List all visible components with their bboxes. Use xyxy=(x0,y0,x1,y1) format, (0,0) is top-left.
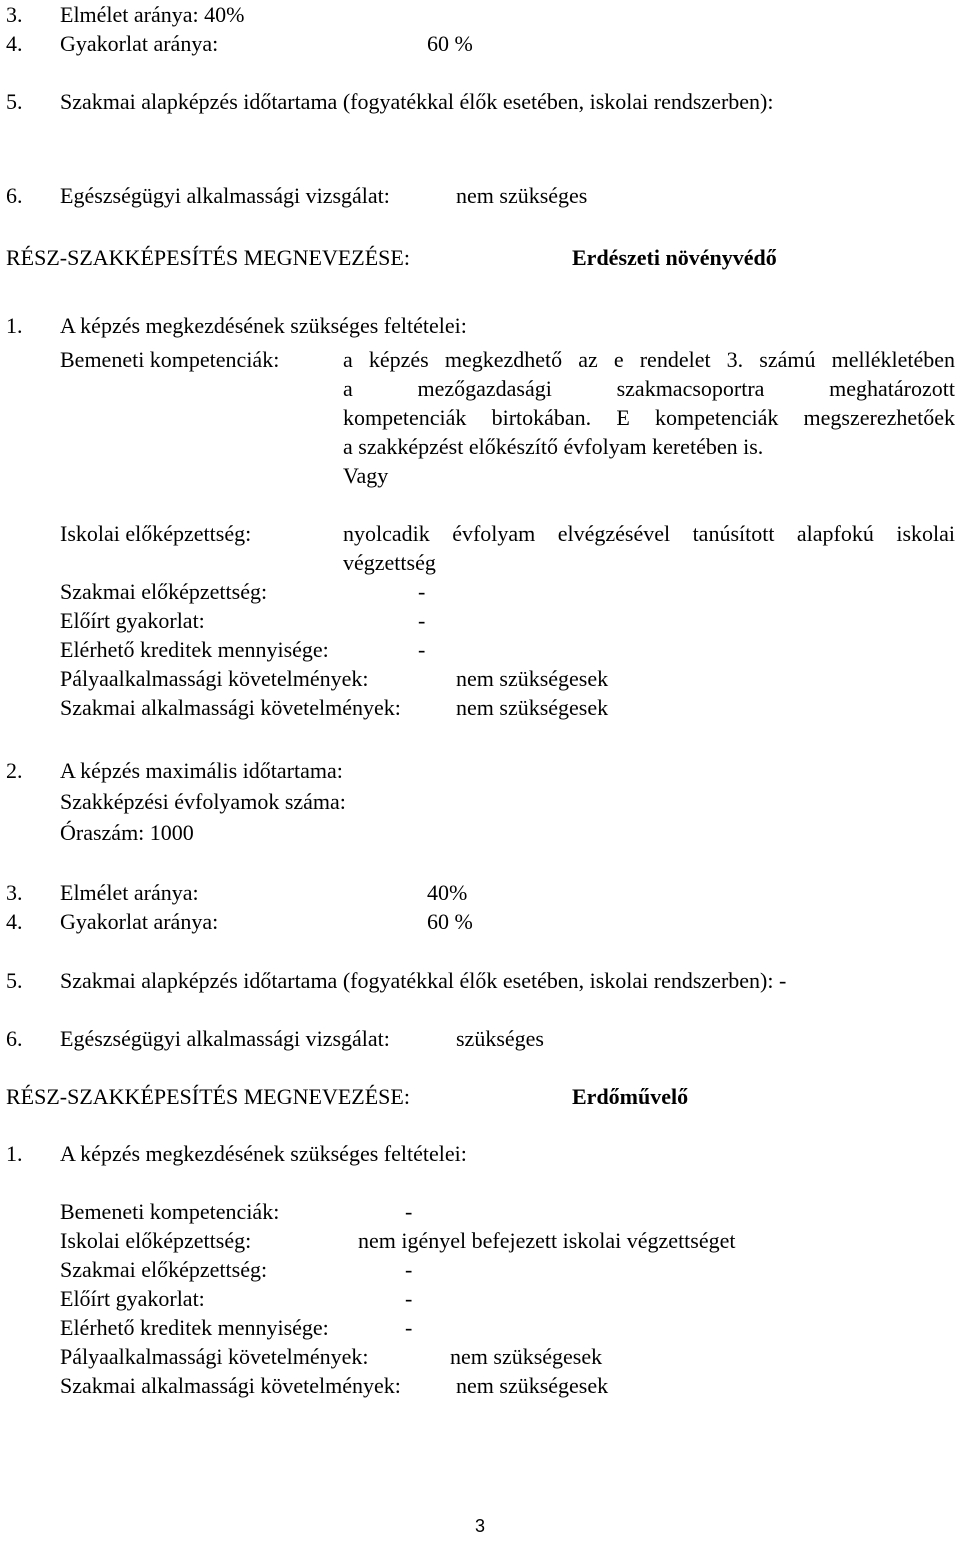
kreditek-label: Elérhető kreditek mennyisége: xyxy=(60,637,329,662)
item-number: 1. xyxy=(6,1141,23,1166)
eloirt-gyakorlat-value: - xyxy=(405,1286,413,1311)
conditions-heading: A képzés megkezdésének szükséges feltételei: xyxy=(60,1141,467,1166)
section-heading: RÉSZ-SZAKKÉPESÍTÉS MEGNEVEZÉSE: xyxy=(6,245,410,270)
iskolai-line: nyolcadik évfolyam elvégzésével tanúsított alapfokú iskolai xyxy=(343,521,955,546)
kreditek-value: - xyxy=(405,1315,413,1340)
eloirt-gyakorlat-value: - xyxy=(418,608,426,633)
item-number: 4. xyxy=(6,909,23,934)
elmelet-label: Elmélet aránya: xyxy=(60,880,199,905)
egeszsegugyi-value: nem szükséges xyxy=(456,183,588,208)
bemeneti-label: Bemeneti kompetenciák: xyxy=(60,347,280,372)
section-title: Erdőművelő xyxy=(572,1084,689,1109)
szakmai-alkalmassagi-value: nem szükségesek xyxy=(456,1373,609,1398)
bemeneti-label: Bemeneti kompetenciák: xyxy=(60,1199,280,1224)
egeszsegugyi-label: Egészségügyi alkalmassági vizsgálat: xyxy=(60,1026,390,1051)
eloirt-gyakorlat-label: Előírt gyakorlat: xyxy=(60,1286,205,1311)
oraszam-label: Óraszám: 1000 xyxy=(60,820,194,845)
item-number: 4. xyxy=(6,31,23,56)
bemeneti-value: - xyxy=(405,1199,413,1224)
szakmai-alkalmassagi-label: Szakmai alkalmassági követelmények: xyxy=(60,1373,401,1398)
elmelet-value: 40% xyxy=(427,880,468,905)
max-idotartam-label: A képzés maximális időtartama: xyxy=(60,758,343,783)
conditions-heading: A képzés megkezdésének szükséges feltételei: xyxy=(60,313,467,338)
item-number: 3. xyxy=(6,880,23,905)
bemeneti-line: a mezőgazdasági szakmacsoportra meghatározott xyxy=(343,376,955,401)
egeszsegugyi-label: Egészségügyi alkalmassági vizsgálat: xyxy=(60,183,390,208)
iskolai-label: Iskolai előképzettség: xyxy=(60,521,252,546)
egeszsegugyi-value: szükséges xyxy=(456,1026,544,1051)
palyaalkalmassagi-label: Pályaalkalmassági követelmények: xyxy=(60,666,369,691)
elmelet-value: 40% xyxy=(204,2,245,27)
iskolai-line: végzettség xyxy=(343,550,436,575)
item-number: 5. xyxy=(6,89,23,114)
gyakorlat-value: 60 % xyxy=(427,909,473,934)
szakmai-alkalmassagi-value: nem szükségesek xyxy=(456,695,609,720)
szakmai-alkalmassagi-label: Szakmai alkalmassági követelmények: xyxy=(60,695,401,720)
bemeneti-line: kompetenciák birtokában. E kompetenciák megszerezhetőek xyxy=(343,405,955,430)
elmelet-label: Elmélet aránya: 40% xyxy=(60,2,245,27)
item-number: 6. xyxy=(6,1026,23,1051)
palyaalkalmassagi-value: nem szükségesek xyxy=(450,1344,603,1369)
bemeneti-line: a képzés megkezdhető az e rendelet 3. számú mellékletében xyxy=(343,347,955,372)
kreditek-label: Elérhető kreditek mennyisége: xyxy=(60,1315,329,1340)
evfolyamok-label: Szakképzési évfolyamok száma: xyxy=(60,789,346,814)
item-number: 2. xyxy=(6,758,23,783)
szakmai-elokepzettseg-label: Szakmai előképzettség: xyxy=(60,579,268,604)
szakmai-elokepzettseg-value: - xyxy=(405,1257,413,1282)
section-title: Erdészeti növényvédő xyxy=(572,245,777,270)
iskolai-label: Iskolai előképzettség: xyxy=(60,1228,252,1253)
item-number: 5. xyxy=(6,968,23,993)
page-number: 3 xyxy=(474,1516,485,1536)
iskolai-value: nem igényel befejezett iskolai végzettséget xyxy=(358,1228,736,1253)
item-number: 1. xyxy=(6,313,23,338)
gyakorlat-label: Gyakorlat aránya: xyxy=(60,909,219,934)
alapkepzes-label: Szakmai alapképzés időtartama (fogyatékkal élők esetében, iskolai rendszerben): xyxy=(60,89,774,114)
bemeneti-line: Vagy xyxy=(343,463,389,488)
szakmai-elokepzettseg-value: - xyxy=(418,579,426,604)
szakmai-elokepzettseg-label: Szakmai előképzettség: xyxy=(60,1257,268,1282)
item-number: 6. xyxy=(6,183,23,208)
palyaalkalmassagi-value: nem szükségesek xyxy=(456,666,609,691)
gyakorlat-label: Gyakorlat aránya: xyxy=(60,31,219,56)
palyaalkalmassagi-label: Pályaalkalmassági követelmények: xyxy=(60,1344,369,1369)
alapkepzes-label: Szakmai alapképzés időtartama (fogyatékkal élők esetében, iskolai rendszerben): - xyxy=(60,968,787,993)
gyakorlat-value: 60 % xyxy=(427,31,473,56)
kreditek-value: - xyxy=(418,637,426,662)
bemeneti-line: a szakképzést előkészítő évfolyam keretében is. xyxy=(343,434,764,459)
section-heading: RÉSZ-SZAKKÉPESÍTÉS MEGNEVEZÉSE: xyxy=(6,1084,410,1109)
item-number: 3. xyxy=(6,2,23,27)
eloirt-gyakorlat-label: Előírt gyakorlat: xyxy=(60,608,205,633)
